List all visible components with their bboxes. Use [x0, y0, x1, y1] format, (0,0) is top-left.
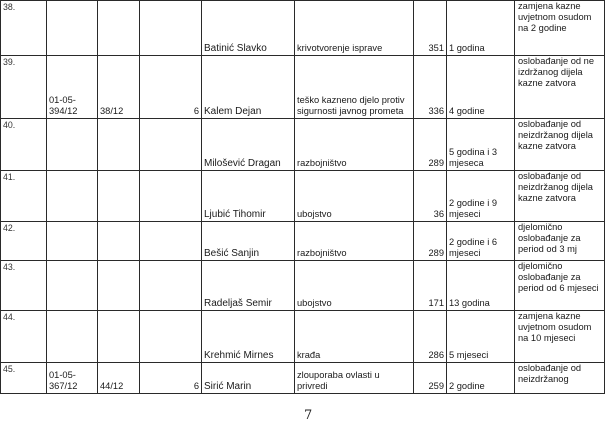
- sentence: 2 godine: [447, 363, 515, 394]
- days-served: 259: [414, 363, 447, 394]
- case-ref: [98, 1, 140, 56]
- case-count: [140, 311, 202, 363]
- case-date: [47, 261, 98, 311]
- case-count: [140, 261, 202, 311]
- case-date: [47, 171, 98, 222]
- row-number: 44.: [1, 311, 47, 363]
- row-number: 38.: [1, 1, 47, 56]
- case-ref: 44/12: [98, 363, 140, 394]
- days-served: 336: [414, 56, 447, 119]
- table-row: [1, 261, 605, 311]
- row-number: 43.: [1, 261, 47, 311]
- days-served: 171: [414, 261, 447, 311]
- sentence: 13 godina: [447, 261, 515, 311]
- table-row: [1, 363, 605, 394]
- offense: zlouporaba ovlasti u privredi: [295, 363, 414, 394]
- case-count: 6: [140, 363, 202, 394]
- days-served: 286: [414, 311, 447, 363]
- table-row: [1, 56, 605, 119]
- person-name: Radeljaš Semir: [202, 261, 295, 311]
- offense: razbojništvo: [295, 119, 414, 171]
- row-number: 41.: [1, 171, 47, 222]
- case-count: [140, 1, 202, 56]
- person-name: Sirić Marin: [202, 363, 295, 394]
- person-name: Kalem Dejan: [202, 56, 295, 119]
- case-date: 01-05-367/12: [47, 363, 98, 394]
- sentence: 2 godine i 6 mjeseci: [447, 222, 515, 261]
- decision: oslobađanje od neizdržanog: [515, 363, 605, 394]
- decision: djelomično oslobađanje za period od 6 mjeseci: [515, 261, 605, 311]
- sentence: 5 mjeseci: [447, 311, 515, 363]
- table-row: [1, 311, 605, 363]
- person-name: Bešić Sanjin: [202, 222, 295, 261]
- person-name: Milošević Dragan: [202, 119, 295, 171]
- row-number: 39.: [1, 56, 47, 119]
- days-served: 289: [414, 222, 447, 261]
- decision: oslobađanje od ne izdržanog dijela kazne zatvora: [515, 56, 605, 119]
- case-date: [47, 1, 98, 56]
- table-row: [1, 1, 605, 56]
- table-row: [1, 119, 605, 171]
- person-name: Krehmić Mirnes: [202, 311, 295, 363]
- case-count: [140, 119, 202, 171]
- offense: ubojstvo: [295, 171, 414, 222]
- case-count: [140, 222, 202, 261]
- case-date: 01-05-394/12: [47, 56, 98, 119]
- decision: oslobađanje od neizdržanog dijela kazne zatvora: [515, 171, 605, 222]
- decision: zamjena kazne uvjetnom osudom na 10 mjeseci: [515, 311, 605, 363]
- days-served: 289: [414, 119, 447, 171]
- days-served: 351: [414, 1, 447, 56]
- case-ref: [98, 119, 140, 171]
- decision: djelomično oslobađanje za period od 3 mj: [515, 222, 605, 261]
- case-ref: [98, 311, 140, 363]
- sentence: 5 godina i 3 mjeseca: [447, 119, 515, 171]
- sentence: 1 godina: [447, 1, 515, 56]
- table-row: [1, 222, 605, 261]
- row-number: 42.: [1, 222, 47, 261]
- person-name: Ljubić Tihomir: [202, 171, 295, 222]
- decision: oslobađanje od neizdržanog dijela kazne zatvora: [515, 119, 605, 171]
- case-date: [47, 222, 98, 261]
- case-count: [140, 171, 202, 222]
- case-date: [47, 119, 98, 171]
- offense: krađa: [295, 311, 414, 363]
- row-number: 40.: [1, 119, 47, 171]
- table-row: [1, 171, 605, 222]
- case-ref: [98, 171, 140, 222]
- offense: krivotvorenje isprave: [295, 1, 414, 56]
- person-name: Batinić Slavko: [202, 1, 295, 56]
- days-served: 36: [414, 171, 447, 222]
- sentence: 2 godine i 9 mjeseci: [447, 171, 515, 222]
- case-ref: 38/12: [98, 56, 140, 119]
- case-ref: [98, 222, 140, 261]
- offense: razbojništvo: [295, 222, 414, 261]
- case-ref: [98, 261, 140, 311]
- sentence: 4 godine: [447, 56, 515, 119]
- row-number: 45.: [1, 363, 47, 394]
- decision: zamjena kazne uvjetnom osudom na 2 godine: [515, 1, 605, 56]
- case-count: 6: [140, 56, 202, 119]
- offense: ubojstvo: [295, 261, 414, 311]
- page-number: 7: [304, 408, 313, 423]
- case-date: [47, 311, 98, 363]
- offense: teško kazneno djelo protiv sigurnosti javnog prometa: [295, 56, 414, 119]
